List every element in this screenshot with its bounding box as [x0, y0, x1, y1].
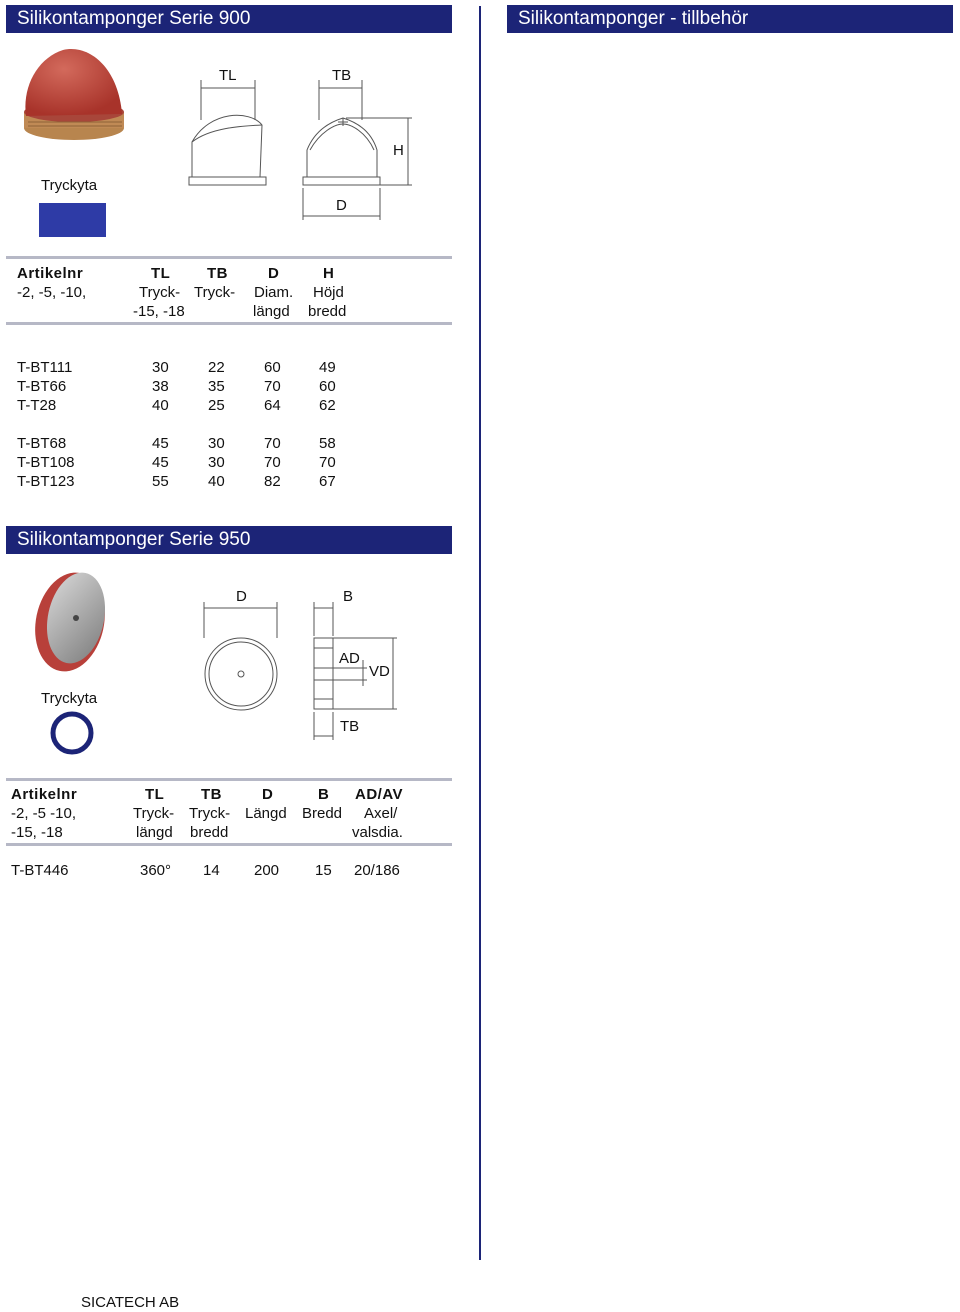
row-d: 82	[264, 473, 281, 490]
series-900-col-tl-sub: Tryck-	[139, 284, 181, 301]
series-950-col-tl-sub2: längd	[136, 824, 173, 841]
row-tl: 45	[152, 435, 169, 452]
row-d: 70	[264, 378, 281, 395]
series-900-col-d-sub2: längd	[253, 303, 290, 320]
series-900-col-h-sub: Höjd	[313, 284, 344, 301]
series-900-surface-label: Tryckyta	[41, 177, 98, 194]
series-900-dim-tl: TL	[219, 67, 237, 84]
row-h: 62	[319, 397, 336, 414]
row-h: 67	[319, 473, 336, 490]
series-900-col-art: Artikelnr	[17, 265, 84, 282]
series-950-col-tb-sub: Tryck-	[189, 805, 231, 822]
series-950-col-b-sub: Bredd	[302, 805, 343, 822]
series-950-col-d-sub: Längd	[245, 805, 287, 822]
row-art: T-T28	[17, 397, 57, 414]
row-tl: 45	[152, 454, 169, 471]
series-950-col-tl: TL	[145, 786, 165, 803]
row-d: 200	[254, 862, 280, 879]
series-900-pad-photo	[18, 46, 128, 146]
row-d: 64	[264, 397, 281, 414]
series-950-banner: Silikontamponger Serie 950	[6, 526, 452, 554]
footer-company: SICATECH AB	[81, 1294, 180, 1311]
row-h: 70	[319, 454, 336, 471]
series-950-header-rule-top	[6, 778, 452, 781]
series-950-surface-label: Tryckyta	[41, 690, 98, 707]
series-950-col-tb-sub2: bredd	[190, 824, 229, 841]
row-h: 58	[319, 435, 336, 452]
series-900-col-h-sub2: bredd	[308, 303, 347, 320]
row-art: T-BT68	[17, 435, 67, 452]
row-tl: 38	[152, 378, 169, 395]
series-950-surface-ring	[49, 710, 95, 756]
series-950-col-b: B	[318, 786, 330, 803]
series-900-banner: Silikontamponger Serie 900	[6, 5, 452, 33]
series-900-header-rule-bottom	[6, 322, 452, 325]
row-d: 70	[264, 435, 281, 452]
series-900-header-rule-top	[6, 256, 452, 259]
row-tb: 40	[208, 473, 225, 490]
row-tl: 40	[152, 397, 169, 414]
series-900-col-d: D	[268, 265, 280, 282]
row-tb: 30	[208, 454, 225, 471]
series-900-col-h: H	[323, 265, 335, 282]
series-950-header-rule-bottom	[6, 843, 452, 846]
series-950-col-art: Artikelnr	[11, 786, 78, 803]
series-900-dim-d: D	[336, 197, 347, 214]
series-900-surface-swatch	[39, 203, 106, 237]
row-ad: 20/186	[354, 862, 400, 879]
series-950-dim-tb: TB	[340, 718, 360, 735]
row-art: T-BT446	[11, 862, 69, 879]
row-tl: 30	[152, 359, 169, 376]
series-900-col-art-sub2: -15, -18	[133, 303, 185, 320]
series-900-drawing	[180, 80, 420, 225]
series-900-col-tb-sub: Tryck-	[194, 284, 236, 301]
series-950-col-tb: TB	[201, 786, 222, 803]
row-d: 70	[264, 454, 281, 471]
series-950-col-art-sub: -2, -5 -10,	[11, 805, 77, 822]
row-h: 49	[319, 359, 336, 376]
series-950-col-ad-sub: Axel/	[364, 805, 398, 822]
series-900-col-tl: TL	[151, 265, 171, 282]
row-tb: 35	[208, 378, 225, 395]
accessories-banner: Silikontamponger - tillbehör	[507, 5, 953, 33]
row-h: 60	[319, 378, 336, 395]
series-950-dim-ad: AD	[339, 650, 360, 667]
series-950-col-ad-sub2: valsdia.	[352, 824, 403, 841]
series-900-dim-h: H	[393, 142, 404, 159]
row-art: T-BT123	[17, 473, 75, 490]
row-art: T-BT111	[17, 359, 73, 376]
row-tb: 30	[208, 435, 225, 452]
column-divider	[479, 6, 481, 1260]
series-950-col-art-sub2: -15, -18	[11, 824, 63, 841]
row-tb: 14	[203, 862, 220, 879]
series-950-col-ad: AD/AV	[355, 786, 404, 803]
series-900-dim-tb: TB	[332, 67, 352, 84]
series-950-dim-b: B	[343, 588, 354, 605]
series-950-col-tl-sub: Tryck-	[133, 805, 175, 822]
row-tl: 360°	[140, 862, 172, 879]
row-art: T-BT66	[17, 378, 67, 395]
series-900-col-tb: TB	[207, 265, 228, 282]
row-art: T-BT108	[17, 454, 75, 471]
series-950-dim-vd: VD	[369, 663, 390, 680]
series-900-col-art-sub: -2, -5, -10,	[17, 284, 87, 301]
row-d: 60	[264, 359, 281, 376]
series-900-col-d-sub: Diam.	[254, 284, 294, 301]
series-950-pad-photo	[32, 570, 112, 674]
row-tl: 55	[152, 473, 169, 490]
series-950-col-d: D	[262, 786, 274, 803]
row-tb: 25	[208, 397, 225, 414]
series-950-dim-d: D	[236, 588, 247, 605]
row-tb: 22	[208, 359, 225, 376]
row-b: 15	[315, 862, 332, 879]
